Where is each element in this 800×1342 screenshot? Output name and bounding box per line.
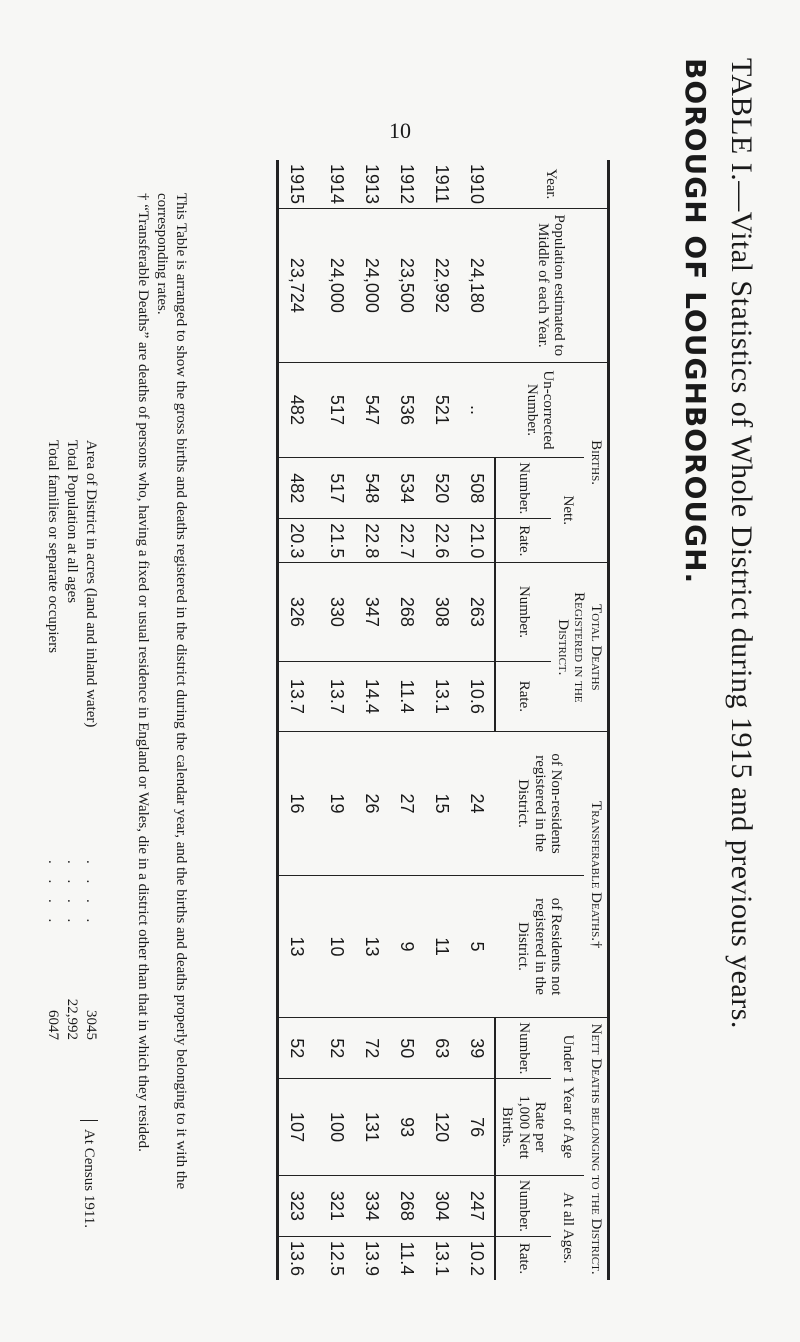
- header-deaths-rate: Rate.: [495, 661, 552, 732]
- cell-deaths-rate: 10.6: [459, 661, 495, 732]
- cell-all-rate: 10.2: [459, 1236, 495, 1280]
- cell-deaths-number: 330: [319, 563, 354, 661]
- table-row: [424, 160, 459, 1280]
- cell-residents: 11: [424, 875, 459, 1017]
- cell-year: 1910: [467, 164, 488, 205]
- area-value: 3045: [83, 1010, 99, 1040]
- cell-all-number: 321: [319, 1175, 354, 1236]
- note-transferable: † “Transferable Deaths” are deaths of persons who, having a fixed or usual residence in England or Wales, die in a district other than that in which they resided.: [135, 193, 152, 1152]
- cell-births-uncorrected: 517: [319, 362, 354, 458]
- cell-deaths-number: 347: [354, 563, 389, 661]
- cell-births-rate: 22.8: [354, 519, 389, 563]
- cell-non-residents: 26: [354, 732, 389, 876]
- header-infant-number: Number.: [495, 1018, 552, 1079]
- cell-births-number: 548: [354, 458, 389, 519]
- cell-all-number: 268: [389, 1175, 424, 1236]
- leader-dots: . . . .: [64, 860, 81, 929]
- cell-residents: 10: [319, 875, 354, 1017]
- cell-births-uncorrected: 482: [278, 362, 320, 458]
- cell-births-number: 517: [319, 458, 354, 519]
- cell-deaths-number: 308: [424, 563, 459, 661]
- cell-infant-rate: 120: [424, 1079, 459, 1176]
- table-row: [459, 160, 495, 1280]
- cell-year: 1911: [432, 164, 452, 204]
- cell-population: 22,992: [424, 209, 459, 363]
- cell-residents: 9: [389, 875, 424, 1017]
- table-row: [278, 160, 320, 1280]
- cell-non-residents: 16: [278, 732, 320, 876]
- cell-births-rate: 22.6: [424, 519, 459, 563]
- header-transferable-deaths: Transferable Deaths.†: [585, 732, 609, 1018]
- cell-infant-number: 52: [319, 1018, 354, 1079]
- cell-infant-number: 39: [459, 1018, 495, 1079]
- header-uncorrected-number: Un-corrected Number.: [495, 362, 585, 458]
- cell-all-rate: 11.4: [389, 1236, 424, 1280]
- area-row: [44, 440, 63, 1140]
- cell-births-number: 508: [459, 458, 495, 519]
- cell-births-number: 520: [424, 458, 459, 519]
- cell-infant-number: 52: [278, 1018, 320, 1079]
- area-value: 22,992: [64, 998, 81, 1040]
- leader-dots: . . . .: [83, 860, 99, 929]
- cell-non-residents: 19: [319, 732, 354, 876]
- cell-infant-number: 50: [389, 1018, 424, 1079]
- cell-deaths-number: 263: [459, 563, 495, 661]
- cell-all-number: 304: [424, 1175, 459, 1236]
- area-value: 6047: [45, 1010, 62, 1040]
- note-arrangement: This Table is arranged to show the gross births and deaths registered in the district during the calendar year, and the births and deaths properly belonging to it with the corresponding rates.: [154, 193, 189, 1190]
- header-non-residents: of Non-residents registered in the District.: [495, 732, 585, 876]
- cell-infant-rate: 76: [459, 1079, 495, 1176]
- area-row: [63, 440, 82, 1140]
- page-number: 10: [389, 118, 411, 143]
- header-all-number: Number.: [495, 1175, 552, 1236]
- cell-deaths-rate: 13.1: [424, 661, 459, 732]
- cell-births-rate: 21.0: [459, 519, 495, 563]
- cell-births-number: 534: [389, 458, 424, 519]
- cell-non-residents: 24: [459, 732, 495, 876]
- cell-all-rate: 13.6: [278, 1236, 320, 1280]
- cell-births-rate: 22.7: [389, 519, 424, 563]
- cell-all-number: 334: [354, 1175, 389, 1236]
- header-all-rate: Rate.: [495, 1236, 552, 1280]
- cell-infant-rate: 131: [354, 1079, 389, 1176]
- cell-infant-number: 63: [424, 1018, 459, 1079]
- table-row: [389, 160, 424, 1280]
- header-year: Year.: [495, 160, 609, 209]
- cell-population: 24,000: [319, 209, 354, 363]
- cell-infant-rate: 93: [389, 1079, 424, 1176]
- cell-non-residents: 27: [389, 732, 424, 876]
- cell-infant-rate: 100: [319, 1079, 354, 1176]
- header-births-rate: Rate.: [495, 519, 552, 563]
- cell-infant-rate: 107: [278, 1079, 320, 1176]
- cell-population: 24,180: [459, 209, 495, 363]
- cell-deaths-number: 268: [389, 563, 424, 661]
- header-nett: Nett.: [552, 458, 585, 563]
- header-infant-rate: Rate per 1,000 Nett Births.: [495, 1079, 552, 1176]
- cell-births-number: 482: [278, 458, 320, 519]
- census-label: At Census 1911.: [80, 1120, 98, 1228]
- cell-population: 23,724: [278, 209, 320, 363]
- cell-deaths-rate: 13.7: [319, 661, 354, 732]
- cell-all-rate: 13.9: [354, 1236, 389, 1280]
- cell-births-uncorrected: 547: [354, 362, 389, 458]
- header-total-deaths: Total Deaths Registered in the District.: [552, 563, 609, 732]
- cell-all-number: 323: [278, 1175, 320, 1236]
- vital-statistics-table: [276, 160, 610, 1280]
- header-nett-deaths: Nett Deaths belonging to the District.: [585, 1018, 609, 1280]
- cell-all-rate: 12.5: [319, 1236, 354, 1280]
- area-label: Area of District in acres (land and inland water): [83, 440, 99, 728]
- cell-residents: 13: [354, 875, 389, 1017]
- cell-non-residents: 15: [424, 732, 459, 876]
- cell-births-rate: 21.5: [319, 519, 354, 563]
- table-row: [319, 160, 354, 1280]
- cell-year: 1914: [327, 164, 347, 205]
- leader-dots: . . . .: [45, 860, 62, 929]
- area-statistics: [44, 440, 100, 1140]
- header-under-1: Under 1 Year of Age: [552, 1018, 585, 1176]
- cell-population: 23,500: [389, 209, 424, 363]
- cell-births-rate: 20.3: [278, 519, 320, 563]
- header-residents: of Residents not registered in the District.: [495, 875, 585, 1017]
- table-row: [354, 160, 389, 1280]
- area-label: Total Population at all ages: [64, 440, 81, 604]
- cell-year: 1912: [397, 164, 417, 205]
- cell-deaths-number: 326: [278, 563, 320, 661]
- area-row: [81, 440, 100, 1140]
- cell-deaths-rate: 14.4: [354, 661, 389, 732]
- table-notes: [134, 175, 190, 1235]
- cell-residents: 5: [459, 875, 495, 1017]
- header-population: Population estimated to Middle of each Year.: [495, 209, 609, 363]
- cell-residents: 13: [278, 875, 320, 1017]
- header-deaths-number: Number.: [495, 563, 552, 661]
- cell-births-uncorrected: 521: [424, 362, 459, 458]
- cell-all-number: 247: [459, 1175, 495, 1236]
- cell-year: 1915: [278, 160, 320, 209]
- header-all-ages: At all Ages.: [552, 1175, 585, 1280]
- cell-deaths-rate: 11.4: [389, 661, 424, 732]
- header-births-number: Number.: [495, 458, 552, 519]
- cell-births-uncorrected: ..: [459, 362, 495, 458]
- cell-deaths-rate: 13.7: [278, 661, 320, 732]
- cell-infant-number: 72: [354, 1018, 389, 1079]
- cell-population: 24,000: [354, 209, 389, 363]
- header-births: Births.: [585, 362, 609, 563]
- cell-all-rate: 13.1: [424, 1236, 459, 1280]
- cell-year: 1913: [362, 164, 382, 205]
- borough-title: BOROUGH OF LOUGHBOROUGH.: [679, 58, 712, 585]
- cell-births-uncorrected: 536: [389, 362, 424, 458]
- table-title: TABLE I.—Vital Statistics of Whole District during 1915 and previous years.: [725, 58, 758, 1029]
- area-label: Total families or separate occupiers: [45, 440, 62, 654]
